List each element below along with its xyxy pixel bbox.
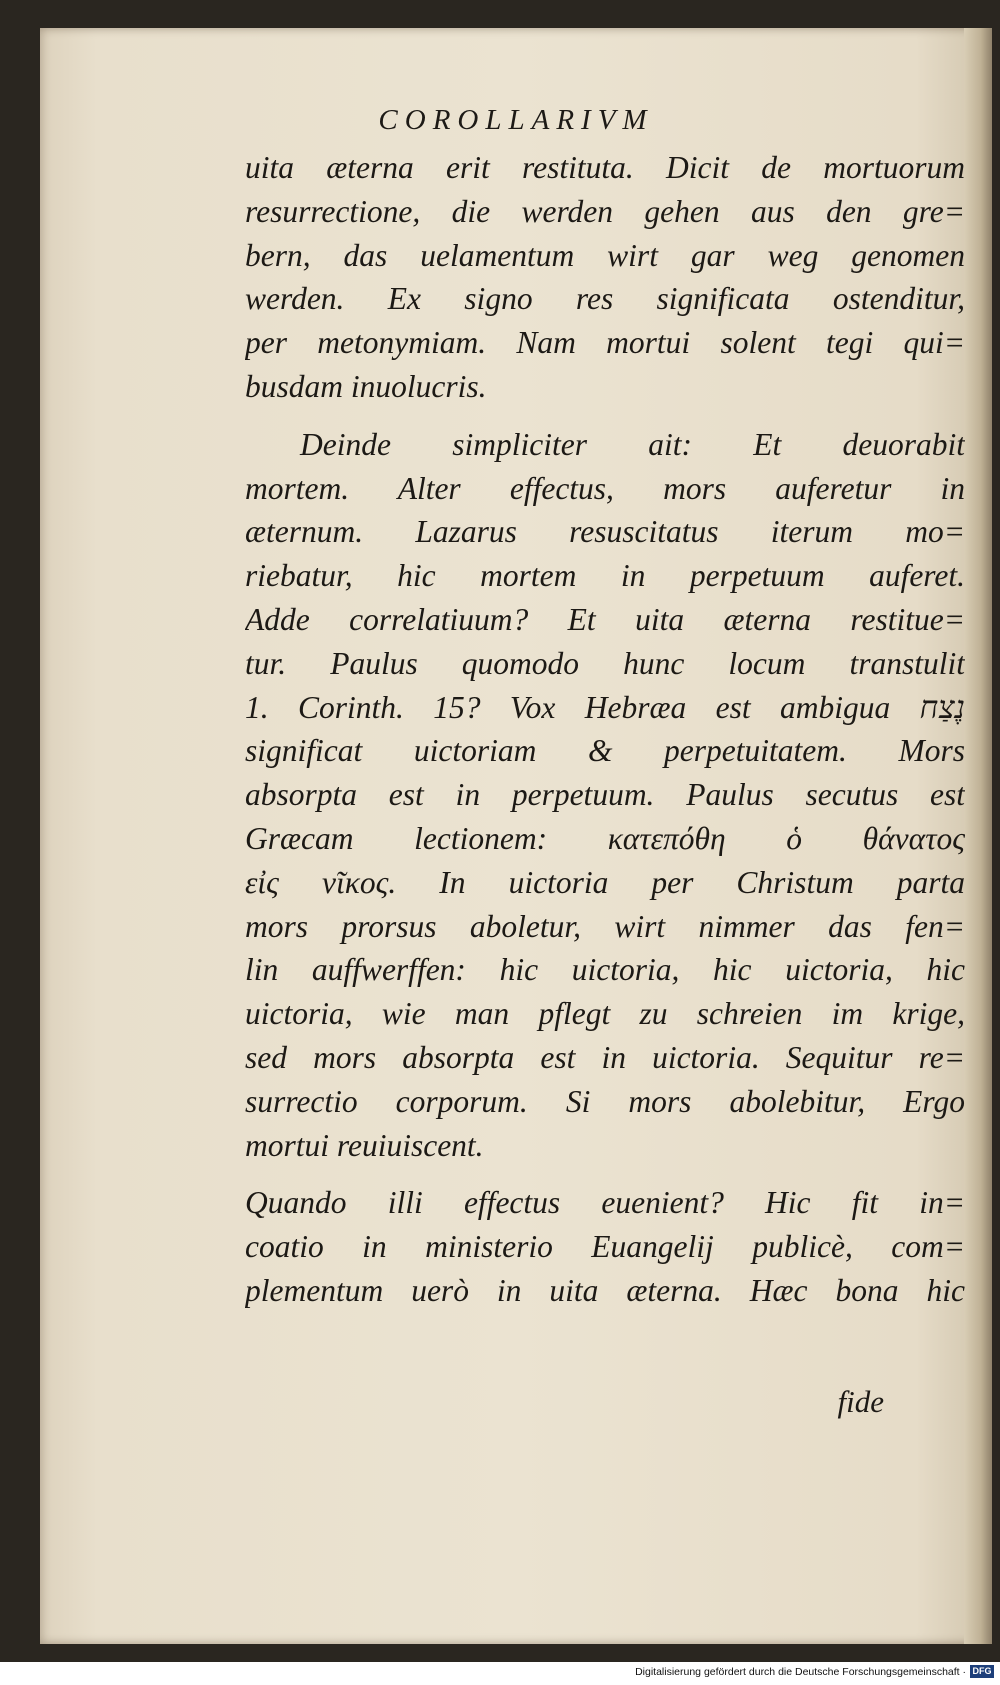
text-line: Græcam lectionem: κατεπόθη ὁ θάνατος — [245, 820, 965, 856]
dfg-credit: Digitalisierung gefördert durch die Deutsche Forschungsgemeinschaft · — [635, 1666, 966, 1678]
text-line: æternum. Lazarus resuscitatus iterum mo= — [245, 514, 965, 550]
text-line: surrectio corporum. Si mors abolebitur, Ergo — [245, 1083, 965, 1119]
text-line: mors prorsus aboletur, wirt nimmer das fen= — [245, 908, 965, 944]
text-line: mortui reuiuiscent. — [245, 1127, 484, 1163]
text-line: werden. Ex signo res significata ostenditur, — [245, 281, 965, 317]
text-line: resurrectione, die werden gehen aus den gre= — [245, 193, 965, 229]
text-line: sed mors absorpta est in uictoria. Sequitur re= — [245, 1039, 965, 1075]
text-line: absorpta est in perpetuum. Paulus secutus est — [245, 777, 965, 813]
text-line: lin auffwerffen: hic uictoria, hic uictoria, hic — [245, 952, 965, 988]
text-line: coatio in ministerio Euangelij publicè, com= — [245, 1229, 965, 1265]
text-line: Quando illi effectus euenient? Hic fit in= — [245, 1185, 965, 1221]
text-line: tur. Paulus quomodo hunc locum transtulit — [245, 645, 965, 681]
text-line: plementum uerò in uita æterna. Hæc bona hic — [245, 1272, 965, 1308]
running-head: COROLLARIVM — [378, 104, 654, 136]
text-line: busdam inuolucris. — [245, 368, 487, 404]
page-edge — [964, 28, 992, 1644]
text-line: εἰς νῖκος. In uictoria per Christum parta — [245, 864, 965, 900]
text-line: Adde correlatiuum? Et uita æterna restitue= — [245, 601, 965, 637]
text-line: uita æterna erit restituta. Dicit de mortuorum — [245, 150, 965, 185]
text-line: 1. Corinth. 15? Vox Hebræa est ambigua נֶצַח — [245, 689, 965, 725]
text-line: uictoria, wie man pflegt zu schreien im krige, — [245, 996, 965, 1032]
text-line: per metonymiam. Nam mortui solent tegi qui= — [245, 325, 965, 361]
text-line: significat uictoriam & perpetuitatem. Mors — [245, 733, 965, 769]
page-text — [245, 146, 965, 1313]
text-line: mortem. Alter effectus, mors auferetur in — [245, 470, 965, 506]
text-line: bern, das uelamentum wirt gar weg genomen — [245, 237, 965, 273]
catchword: fide — [837, 1384, 884, 1419]
book-page — [40, 28, 992, 1644]
text-line: Deinde simpliciter ait: Et deuorabit — [300, 426, 965, 462]
text-line: riebatur, hic mortem in perpetuum auferet. — [245, 558, 965, 594]
dfg-logo-icon: DFG — [970, 1665, 994, 1678]
